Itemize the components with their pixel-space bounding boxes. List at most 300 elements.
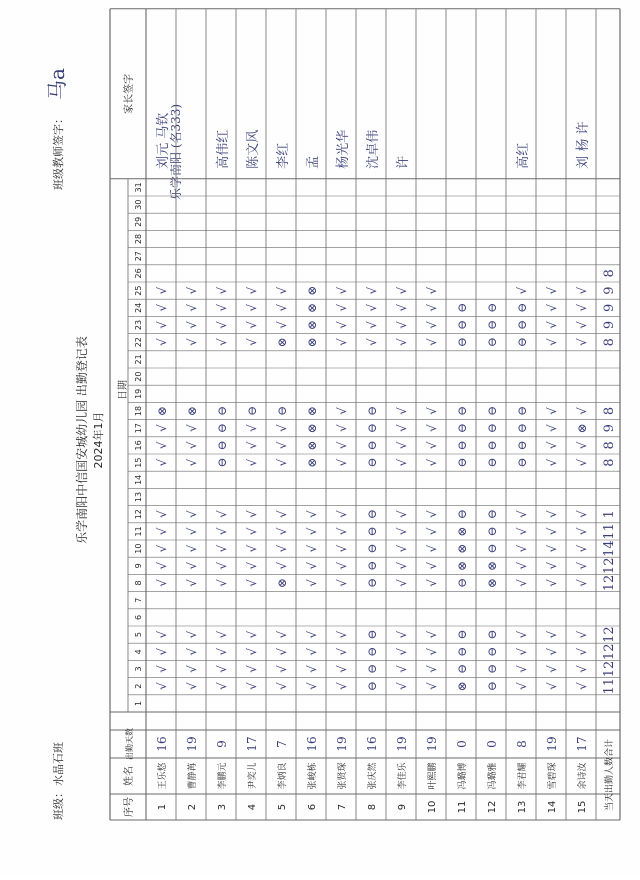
attendance-mark: √ [155,338,169,347]
attendance-mark: √ [575,544,589,553]
attendance-mark: √ [275,303,289,312]
attendance-mark: ⊗ [185,405,199,417]
day-header: 21 [134,354,143,365]
attendance-mark: √ [545,527,559,536]
attendance-mark: √ [335,441,349,450]
student-no: 2 [187,803,198,811]
day-header: 30 [134,199,143,210]
total-count: 11 [602,677,617,695]
student-required: 7 [275,740,289,748]
attendance-mark: √ [395,303,409,312]
attendance-mark: √ [335,527,349,536]
attendance-mark: ⊖ [455,577,469,589]
attendance-mark: ⊖ [485,681,499,692]
day-header: 1 [134,700,143,706]
total-count: 8 [602,441,617,450]
day-header: 11 [134,526,143,537]
attendance-mark: ⊖ [485,663,499,675]
attendance-mark: √ [395,544,409,553]
attendance-mark: ⊖ [515,440,529,451]
day-header: 22 [134,337,143,348]
student-name: 李炳良 [278,762,288,790]
attendance-mark: √ [275,647,289,656]
attendance-mark: √ [395,682,409,691]
attendance-mark: ⊗ [575,423,589,434]
attendance-mark: √ [275,630,289,639]
day-header: 29 [134,216,143,227]
student-name: 张庆然 [368,762,378,790]
attendance-mark: ⊗ [305,337,319,348]
attendance-mark: ⊖ [455,319,469,331]
day-header: 25 [134,285,143,296]
attendance-mark: √ [545,630,559,639]
class-value: 水晶石班 [52,742,65,786]
parent-signature: 高伟红 [216,129,231,169]
attendance-mark: √ [545,458,559,467]
day-header: 7 [134,597,143,603]
attendance-mark: √ [545,338,559,347]
student-required: 19 [335,736,349,752]
attendance-mark: √ [275,527,289,536]
attendance-mark: √ [515,544,529,553]
attendance-mark: √ [335,544,349,553]
attendance-mark: √ [395,441,409,450]
attendance-mark: √ [545,682,559,691]
attendance-mark: √ [575,561,589,570]
attendance-mark: ⊗ [305,319,319,331]
form-title: 乐学南阳中信国安城幼儿园 出勤登记表 [75,336,89,544]
student-no: 6 [307,803,318,811]
attendance-mark: √ [335,682,349,691]
student-name: 冯璐博 [458,762,468,790]
attendance-mark: √ [275,510,289,519]
day-header: 14 [134,474,143,485]
attendance-mark: √ [365,321,379,329]
attendance-mark: √ [425,286,439,295]
student-required: 0 [455,740,469,748]
attendance-mark: ⊖ [455,405,469,417]
attendance-mark: ⊖ [515,423,529,434]
attendance-mark: ⊖ [515,302,529,313]
attendance-mark: ⊖ [515,405,529,417]
day-header: 16 [134,440,143,451]
col-parent-header: 家长签字 [124,73,135,114]
attendance-mark: √ [425,647,439,656]
attendance-mark: √ [185,665,199,673]
student-name: 余诗汝 [578,762,588,790]
attendance-mark: √ [515,665,529,673]
day-header: 24 [134,302,143,313]
attendance-mark: ⊖ [485,319,499,331]
attendance-mark: ⊖ [365,663,379,675]
day-header: 10 [134,543,143,554]
attendance-mark: ⊖ [485,302,499,313]
student-required: 17 [245,736,259,752]
total-count: 12 [602,557,617,575]
attendance-mark: √ [425,338,439,347]
attendance-mark: √ [575,338,589,347]
attendance-mark: √ [335,579,349,587]
student-no: 8 [367,803,378,811]
attendance-mark: √ [395,630,409,639]
total-count: 11 [602,523,617,540]
total-count: 8 [602,269,617,278]
attendance-mark: √ [215,647,229,656]
attendance-mark: ⊖ [245,405,259,417]
attendance-mark: √ [305,527,319,536]
day-header: 31 [134,182,143,193]
attendance-mark: √ [575,303,589,312]
student-name: 张贤琛 [338,762,348,790]
day-header: 9 [134,563,143,569]
student-name: 李佳乐 [398,762,408,790]
attendance-mark: ⊖ [485,543,499,554]
attendance-mark: ⊖ [215,440,229,451]
attendance-mark: ⊗ [305,457,319,468]
attendance-mark: √ [395,510,409,519]
attendance-mark: ⊖ [455,663,469,675]
total-count: 12 [602,626,617,643]
attendance-mark: √ [395,407,409,415]
attendance-mark: √ [215,338,229,347]
attendance-mark: √ [335,647,349,656]
day-header: 3 [134,666,143,672]
attendance-mark: √ [185,682,199,691]
day-header: 26 [134,268,143,279]
attendance-mark: √ [395,424,409,433]
attendance-mark: √ [425,579,439,587]
attendance-mark: √ [335,510,349,519]
attendance-mark: √ [395,647,409,656]
attendance-mark: ⊖ [455,629,469,640]
attendance-mark: √ [425,665,439,673]
attendance-mark: √ [545,647,559,656]
student-no: 13 [517,800,528,814]
attendance-mark: √ [275,544,289,553]
attendance-mark: √ [185,441,199,450]
student-no: 3 [217,803,228,811]
attendance-mark: √ [245,579,259,587]
attendance-mark: ⊖ [365,423,379,434]
parent-signature: 杨光华 [336,129,351,169]
parent-signature: 沈卓伟 [366,129,381,169]
attendance-mark: ⊗ [305,405,319,417]
attendance-mark: √ [515,630,529,639]
attendance-mark: ⊖ [485,526,499,537]
day-header: 17 [134,423,143,434]
attendance-mark: √ [245,561,259,570]
attendance-mark: ⊖ [485,405,499,417]
student-required: 0 [485,740,499,748]
student-name: 尹奕儿 [248,762,258,790]
attendance-mark: √ [245,665,259,673]
attendance-mark: ⊖ [365,646,379,657]
attendance-mark: √ [305,682,319,691]
attendance-mark: √ [365,286,379,295]
attendance-mark: √ [575,441,589,450]
attendance-mark: √ [395,338,409,347]
attendance-mark: √ [245,544,259,553]
attendance-mark: √ [335,458,349,467]
attendance-mark: ⊗ [305,440,319,451]
total-count: 9 [602,320,617,330]
attendance-mark: √ [185,561,199,570]
attendance-mark: √ [215,527,229,536]
student-no: 10 [427,800,438,814]
attendance-mark: √ [275,441,289,450]
student-required: 19 [395,736,409,752]
attendance-mark: ⊗ [485,560,499,571]
attendance-mark: ⊗ [275,577,289,589]
attendance-mark: √ [275,561,289,570]
attendance-mark: ⊖ [455,646,469,657]
attendance-mark: ⊖ [365,526,379,537]
day-header: 28 [134,233,143,245]
student-no: 15 [577,800,588,814]
attendance-mark: √ [395,561,409,570]
student-no: 12 [487,800,498,814]
student-required: 19 [425,736,439,752]
attendance-mark: √ [545,579,559,587]
attendance-mark: ⊖ [365,560,379,571]
day-header: 12 [134,509,143,520]
attendance-mark: ⊗ [305,423,319,434]
attendance-mark: √ [515,682,529,691]
total-count: 12 [602,574,617,592]
attendance-mark: √ [245,321,259,329]
total-count: 9 [602,424,617,433]
attendance-mark: √ [245,630,259,639]
attendance-mark: ⊖ [275,405,289,417]
day-header: 15 [134,457,143,468]
attendance-mark: √ [575,321,589,329]
attendance-mark: √ [305,579,319,587]
attendance-mark: √ [425,510,439,519]
attendance-mark: √ [155,579,169,587]
total-row-label: 当天出勤人数合计 [605,738,615,812]
attendance-mark: √ [245,682,259,691]
attendance-mark: √ [425,682,439,691]
attendance-mark: ⊖ [215,457,229,468]
attendance-mark: √ [575,527,589,536]
attendance-mark: ⊖ [515,319,529,331]
day-header: 6 [134,614,143,620]
attendance-mark: √ [335,561,349,570]
attendance-mark: √ [185,458,199,467]
attendance-mark: √ [575,665,589,673]
attendance-mark: √ [305,544,319,553]
attendance-mark: √ [245,510,259,519]
attendance-mark: ⊖ [215,423,229,434]
attendance-mark: ⊖ [515,457,529,468]
attendance-mark: √ [425,407,439,415]
attendance-mark: √ [545,407,559,415]
student-required: 9 [215,740,229,748]
attendance-mark: √ [335,338,349,347]
attendance-mark: √ [185,424,199,433]
total-count: 1 [602,510,617,519]
student-required: 19 [185,736,199,752]
date-header: 日期 [118,380,129,400]
attendance-mark: √ [155,630,169,639]
attendance-mark: √ [395,527,409,536]
attendance-mark: √ [185,579,199,587]
attendance-mark: √ [515,561,529,570]
attendance-mark: √ [245,647,259,656]
attendance-mark: √ [515,579,529,587]
student-required: 16 [155,736,169,752]
day-header: 8 [134,580,143,586]
attendance-mark: √ [215,630,229,639]
attendance-mark: √ [395,286,409,295]
col-name-header: 姓名 [124,766,135,786]
day-header: 23 [134,319,143,331]
attendance-mark: √ [305,630,319,639]
student-required: 19 [545,736,559,752]
student-no: 11 [457,800,468,814]
table-cells [122,74,617,817]
attendance-mark: √ [395,321,409,329]
attendance-mark: √ [155,561,169,570]
attendance-mark: √ [185,303,199,312]
attendance-mark: √ [245,441,259,450]
attendance-mark: √ [155,510,169,519]
attendance-mark: √ [515,647,529,656]
attendance-mark: √ [305,510,319,519]
student-no: 4 [247,803,258,811]
attendance-mark: ⊖ [365,440,379,451]
attendance-mark: ⊖ [455,440,469,451]
attendance-mark: √ [425,527,439,536]
attendance-mark: √ [335,286,349,295]
total-count: 12 [602,660,617,678]
attendance-mark: √ [245,424,259,433]
attendance-mark: √ [425,441,439,450]
attendance-mark: √ [185,527,199,536]
attendance-mark: ⊖ [455,423,469,434]
attendance-mark: ⊖ [485,440,499,451]
attendance-mark: √ [215,544,229,553]
attendance-mark: √ [335,407,349,415]
attendance-mark: ⊗ [275,337,289,348]
attendance-mark: √ [395,579,409,587]
student-required: 16 [305,736,319,752]
attendance-mark: √ [185,647,199,656]
attendance-mark: √ [155,424,169,433]
attendance-mark: √ [335,303,349,312]
student-name: 雪碧琛 [548,762,558,790]
attendance-mark: √ [215,286,229,295]
attendance-mark: √ [155,321,169,329]
attendance-mark: √ [215,682,229,691]
student-name: 李鹏元 [218,762,228,790]
attendance-mark: ⊖ [485,629,499,640]
total-count: 9 [602,303,617,312]
attendance-mark: √ [275,665,289,673]
attendance-mark: √ [155,682,169,691]
attendance-mark: √ [305,561,319,570]
attendance-mark: √ [245,527,259,536]
attendance-mark: ⊖ [365,457,379,468]
attendance-mark: ⊗ [305,302,319,313]
attendance-mark: √ [575,630,589,639]
day-header: 27 [134,251,143,262]
attendance-mark: √ [365,303,379,312]
attendance-mark: ⊖ [365,543,379,554]
attendance-mark: ⊗ [305,285,319,296]
attendance-mark: √ [545,286,559,295]
attendance-mark: √ [545,424,559,433]
attendance-mark: √ [155,441,169,450]
student-required: 17 [575,736,589,752]
attendance-mark: ⊖ [455,457,469,468]
attendance-mark: √ [275,458,289,467]
attendance-mark: √ [185,544,199,553]
attendance-mark: √ [575,407,589,415]
attendance-mark: √ [185,510,199,519]
student-name: 冯璐雅 [488,762,498,790]
attendance-mark: ⊖ [365,629,379,640]
total-count: 8 [602,406,617,416]
attendance-mark: ⊗ [155,405,169,417]
attendance-mark: ⊖ [515,337,529,348]
attendance-mark: √ [515,510,529,519]
class-label: 班级： [52,787,65,820]
attendance-mark: ⊖ [485,646,499,657]
attendance-mark: √ [545,561,559,570]
attendance-mark: ⊖ [455,509,469,520]
student-name: 张峻栋 [308,762,318,790]
attendance-mark: √ [515,286,529,295]
parent-signature: 陈文风 [246,129,261,169]
attendance-mark: √ [395,458,409,467]
total-count: 12 [602,643,617,661]
attendance-mark: √ [425,561,439,570]
attendance-mark: ⊖ [485,457,499,468]
attendance-mark: √ [215,579,229,587]
attendance-mark: ⊖ [365,509,379,520]
attendance-mark: √ [275,286,289,295]
attendance-mark: ⊖ [485,509,499,520]
attendance-mark: √ [425,303,439,312]
attendance-mark: √ [545,544,559,553]
attendance-mark: √ [155,544,169,553]
attendance-mark: √ [575,579,589,587]
attendance-mark: √ [305,647,319,656]
day-header: 5 [134,632,143,638]
attendance-mark: √ [155,665,169,673]
attendance-mark: ⊖ [365,681,379,692]
total-count: 9 [602,286,617,295]
attendance-mark: √ [425,424,439,433]
attendance-mark: √ [185,321,199,329]
attendance-mark: √ [575,286,589,295]
parent-signature: 许 [396,155,411,169]
attendance-mark: √ [185,286,199,295]
attendance-mark: √ [425,630,439,639]
parent-signature: 高红 [516,142,531,169]
attendance-mark: ⊖ [215,405,229,417]
attendance-mark: √ [575,647,589,656]
attendance-mark: √ [275,424,289,433]
attendance-mark: √ [335,424,349,433]
attendance-mark: ⊗ [455,543,469,554]
attendance-mark: √ [215,561,229,570]
attendance-mark: √ [155,458,169,467]
attendance-mark: √ [425,321,439,329]
student-required: 8 [515,740,529,748]
attendance-mark: √ [545,321,559,329]
